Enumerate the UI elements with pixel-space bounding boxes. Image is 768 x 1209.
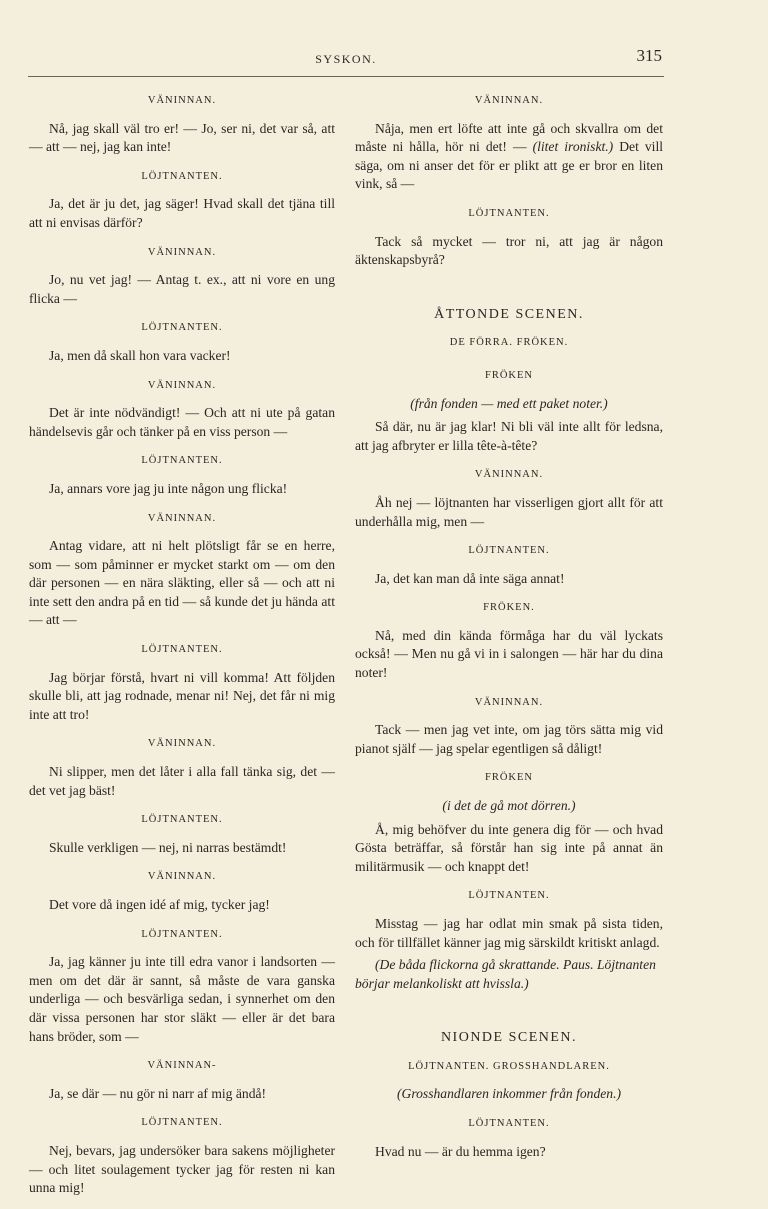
dialogue-block [355,542,663,588]
scene-cast: LÖJTNANTEN. GROSSHANDLAREN. [408,1060,610,1072]
dialogue-block [29,319,335,365]
dialogue-line: Tack så mycket — tror ni, att jag är någon äktenskapsbyrå? [355,233,663,268]
stage-direction: (Grosshandlaren inkommer från fonden.) [396,1085,622,1101]
dialogue-block [355,367,663,455]
dialogue-line: Ja, annars vore jag ju inte någon ung flicka! [49,480,288,496]
dialogue-line: Ja, det kan man då inte säga annat! [375,570,565,586]
dialogue-block [355,205,663,270]
speaker-name: VÄNINNAN. [147,95,217,106]
speaker-name: VÄNINNAN. [147,871,217,883]
speaker-name: VÄNINNAN. [474,469,544,481]
dialogue-text: Nåja, men ert löfte att inte gå och skvallra om det måste ni hålla, hör ni det! — [355,120,663,155]
stage-direction: (litet ironiskt.) [532,139,614,155]
dialogue-line: Så där, nu är jag klar! Ni bli väl inte allt för ledsna, att jag afbryter er lilla tête-à-tête? [355,419,663,453]
right-column [355,92,663,1172]
dialogue-line: Jo, nu vet jag! — Antag t. ex., att ni vore en ung flicka — [29,272,335,306]
dialogue-block [29,510,335,631]
dialogue-block [29,1057,335,1103]
stage-direction: (i det de gå mot dörren.) [442,798,576,814]
speaker-name: LÖJTNANTEN. [468,207,550,219]
scene-cast: DE FÖRRA. FRÖKEN. [449,337,569,349]
scene-title: ÅTTONDE SCENEN. [434,306,584,322]
dialogue-block [355,769,663,876]
speaker-name: VÄNINNAN. [147,512,217,524]
speaker-name: LÖJTNANTEN. [141,1117,223,1129]
page-number: 315 [636,46,662,65]
scene-title: NIONDE SCENEN. [440,1030,578,1046]
dialogue-line: Antag vidare, att ni helt plötsligt får se en herre, som — som påminner er mycket starkt om — om den där personen — en nära släkting, eller så — och att ni inte sett den andra på en tid — så kunde det ju hända att — att — [29,538,335,628]
dialogue-block [355,694,663,759]
dialogue-line: Det är inte nödvändigt! — Och att ni ute på gatan händelsevis går och tänker på en viss person — [29,405,335,439]
dialogue-line: Ni slipper, men det låter i alla fall tänka sig, det — det vet jag bäst! [29,764,335,798]
speaker-name: LÖJTNANTEN. [141,322,223,334]
dialogue-line [355,120,663,194]
stage-direction: (från fonden — med ett paket noter.) [410,395,608,411]
speaker-name: VÄNINNAN. [474,696,544,708]
dialogue-line: Tack — men jag vet inte, om jag törs sätta mig vid pianot själf — jag spelar egentligen så dåligt! [355,722,663,756]
speaker-name: LÖJTNANTEN. [141,644,223,656]
dialogue-line: Det vore då ingen idé af mig, tycker jag! [49,897,270,912]
dialogue-block [355,1115,663,1161]
speaker-name: LÖJTNANTEN. [468,545,550,557]
speaker-name: VÄNINNAN. [147,379,217,391]
dialogue-line: Nå, med din kända förmåga har du väl lyckats också! — Men nu gå vi in i salongen — här har du dina noter! [355,627,663,681]
dialogue-line: Jag börjar förstå, hvart ni vill komma! Att följden skulle bli, att jag rodnade, menar ni! Nej, det får ni mig inte att tro! [29,669,335,722]
speaker-name: FRÖKEN. [483,602,535,614]
dialogue-text: Det vill säga, om ni anser det för er plikt att ge er bror en liten vink, så — [355,139,663,192]
speaker-name: LÖJTNANTEN. [141,455,223,467]
speaker-name: FRÖKEN [484,772,533,784]
speaker-name: LÖJTNANTEN. [141,928,223,940]
speaker-name: LÖJTNANTEN. [468,1118,550,1130]
dialogue-line: Hvad nu — är du hemma igen? [375,1143,546,1159]
dialogue-block [29,92,335,157]
left-column [29,92,335,1209]
dialogue-block [355,887,663,993]
speaker-name: VÄNINNAN- [147,1060,217,1072]
dialogue-block [355,92,663,194]
dialogue-line: Ja, men då skall hon vara vacker! [49,347,231,363]
dialogue-line: Skulle verkligen — nej, ni narras bestämdt! [49,839,287,855]
dialogue-block [29,811,335,857]
dialogue-line: Ja, se där — nu gör ni narr af mig ändå! [49,1085,267,1101]
dialogue-block [29,735,335,800]
dialogue-block [29,868,335,914]
dialogue-block [29,244,335,309]
speaker-name: LÖJTNANTEN. [141,170,223,182]
dialogue-block [29,452,335,498]
dialogue-block [29,1114,335,1197]
dialogue-block [29,377,335,442]
speaker-name: VÄNINNAN. [474,95,544,106]
running-head: SYSKON. [315,52,377,66]
page-header [28,40,664,77]
dialogue-line: Ja, jag känner ju inte till edra vanor i landsorten — men om det där är sannt, så måste de vara ganska underliga — och besvärliga sedan, i synnerhet om den där vissa personen har stor släkt — eller är det bara hans bröder, som — [29,954,335,1044]
dialogue-line: Åh nej — löjtnanten har visserligen gjort allt för att underhålla mig, men — [355,494,663,529]
dialogue-block [355,599,663,682]
speaker-name: VÄNINNAN. [147,246,217,258]
speaker-name: LÖJTNANTEN. [468,890,550,902]
dialogue-block [29,168,335,233]
speaker-name: FRÖKEN [484,369,533,381]
dialogue-block [355,466,663,531]
dialogue-line: Å, mig behöfver du inte genera dig för — och hvad Gösta beträffar, så förstår han sig inte på annat än militärmusik — och knappt det! [355,821,663,874]
dialogue-line: Nå, jag skall väl tro er! — Jo, ser ni, det var så, att — att — nej, jag kan inte! [29,120,335,155]
dialogue-block [29,926,335,1047]
dialogue-block [29,641,335,724]
speaker-name: LÖJTNANTEN. [141,814,223,826]
stage-direction: (De båda flickorna gå skrattande. Paus. Löjtnanten börjar melankoliskt att hvissla.) [355,957,656,991]
speaker-name: VÄNINNAN. [147,738,217,750]
dialogue-line: Nej, bevars, jag undersöker bara sakens möjligheter — och litet soulagement tycker jag för resten ni kan unna mig! [29,1142,335,1196]
dialogue-line: Misstag — jag har odlat min smak på sista tiden, och för tillfället känner jag mig särskildt kritiskt anlagd. [355,916,663,950]
dialogue-line: Ja, det är ju det, jag säger! Hvad skall det tjäna till att ni envisas därför? [29,196,335,230]
